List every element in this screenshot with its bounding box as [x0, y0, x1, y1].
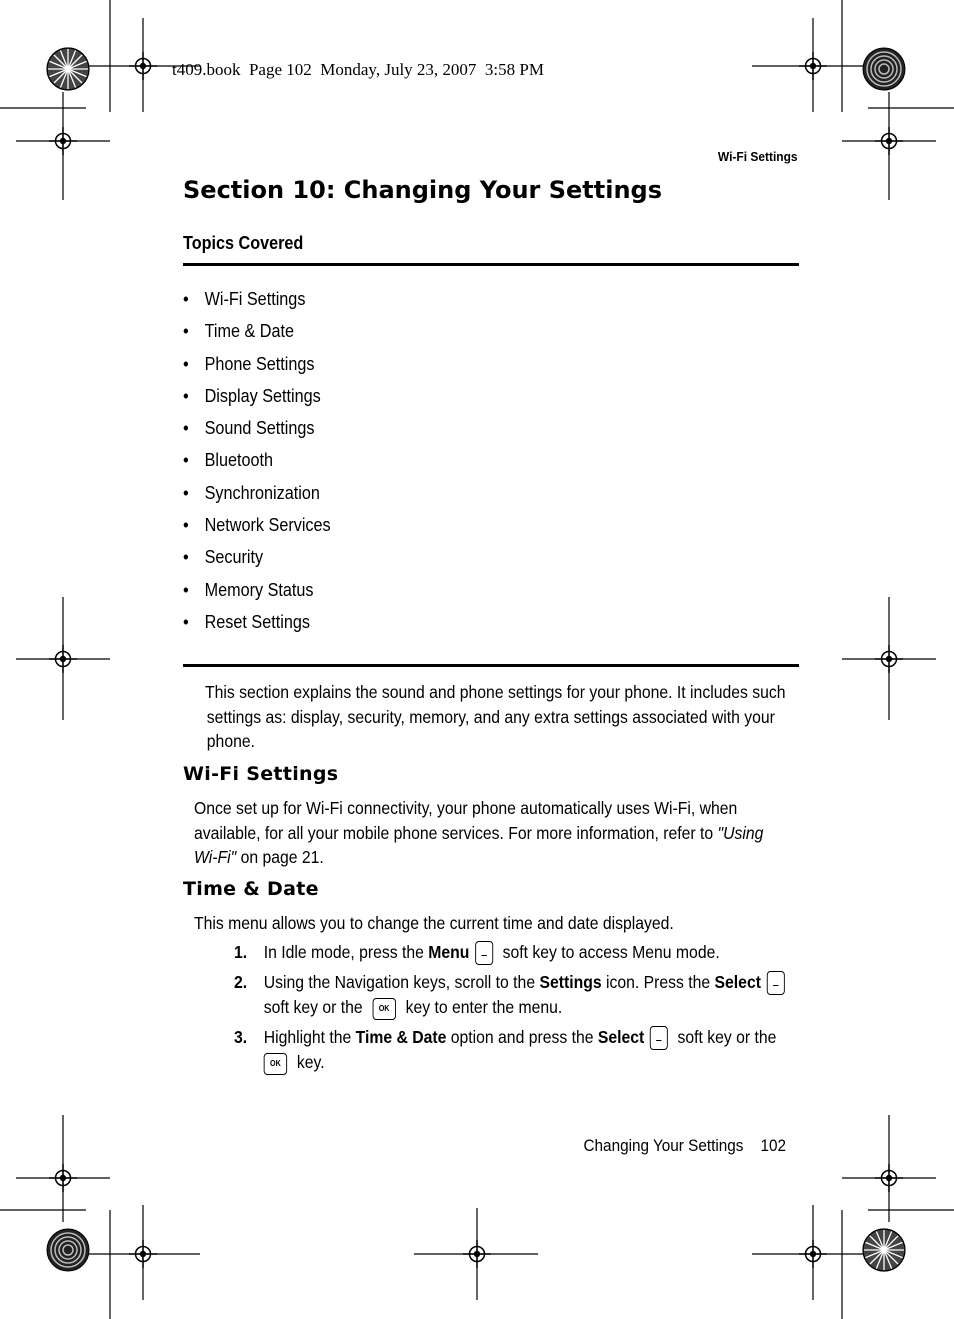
list-item: • Memory Status: [183, 579, 314, 600]
ok-key-icon: OK: [372, 998, 395, 1020]
list-item: • Reset Settings: [183, 611, 310, 632]
topics-heading: Topics Covered: [183, 233, 304, 253]
wifi-heading: Wi-Fi Settings: [183, 763, 339, 785]
list-item: • Phone Settings: [183, 353, 315, 374]
step-2: 2. Using the Navigation keys, scroll to the Settings icon. Press the Select soft key or the OK key to enter the menu.: [234, 970, 792, 1020]
footer-chapter: Changing Your Settings: [583, 1136, 744, 1155]
topic-list: [183, 287, 347, 642]
list-item: • Security: [183, 547, 264, 568]
list-item: • Bluetooth: [183, 450, 274, 471]
book-file-header: t409.book Page 102 Monday, July 23, 2007 3:58 PM: [172, 60, 544, 79]
left-soft-key-icon: [475, 941, 493, 965]
page-number: 102: [760, 1136, 786, 1155]
list-item: • Time & Date: [183, 321, 295, 342]
time-date-intro: This menu allows you to change the current time and date displayed.: [194, 913, 674, 933]
list-item: • Synchronization: [183, 482, 320, 503]
page-footer: [584, 1136, 786, 1156]
bottom-rule: [183, 664, 799, 667]
list-item: • Sound Settings: [183, 418, 315, 439]
intro-paragraph: This section explains the sound and phone settings for your phone. It includes such settings as: display, security, memory, and any extra settings associated with your phone.: [205, 682, 786, 752]
ok-key-icon: OK: [264, 1053, 287, 1075]
list-item: • Network Services: [183, 515, 331, 536]
using-wifi-link[interactable]: "Using: [717, 822, 764, 843]
time-date-heading: Time & Date: [183, 878, 319, 900]
step-3: 3. Highlight the Time & Date option and press the Select soft key or the OK key.: [234, 1025, 792, 1075]
left-soft-key-icon: [650, 1026, 668, 1050]
using-wifi-link-cont[interactable]: Wi-Fi": [194, 847, 237, 868]
left-soft-key-icon: [766, 971, 784, 995]
wifi-paragraph: Once set up for Wi-Fi connectivity, your phone automatically uses Wi-Fi, when available, for all your mobile phone services. For more information, refer to "Using Wi-Fi" on page 21.: [194, 798, 764, 868]
top-rule: [183, 263, 799, 266]
time-date-steps: [234, 940, 792, 1080]
list-item: • Display Settings: [183, 385, 321, 406]
section-title: Section 10: Changing Your Settings: [183, 176, 663, 204]
running-head: Wi-Fi Settings: [718, 149, 798, 164]
step-1: 1. In Idle mode, press the Menu soft key to access Menu mode.: [234, 940, 792, 965]
list-item: • Wi-Fi Settings: [183, 289, 306, 309]
